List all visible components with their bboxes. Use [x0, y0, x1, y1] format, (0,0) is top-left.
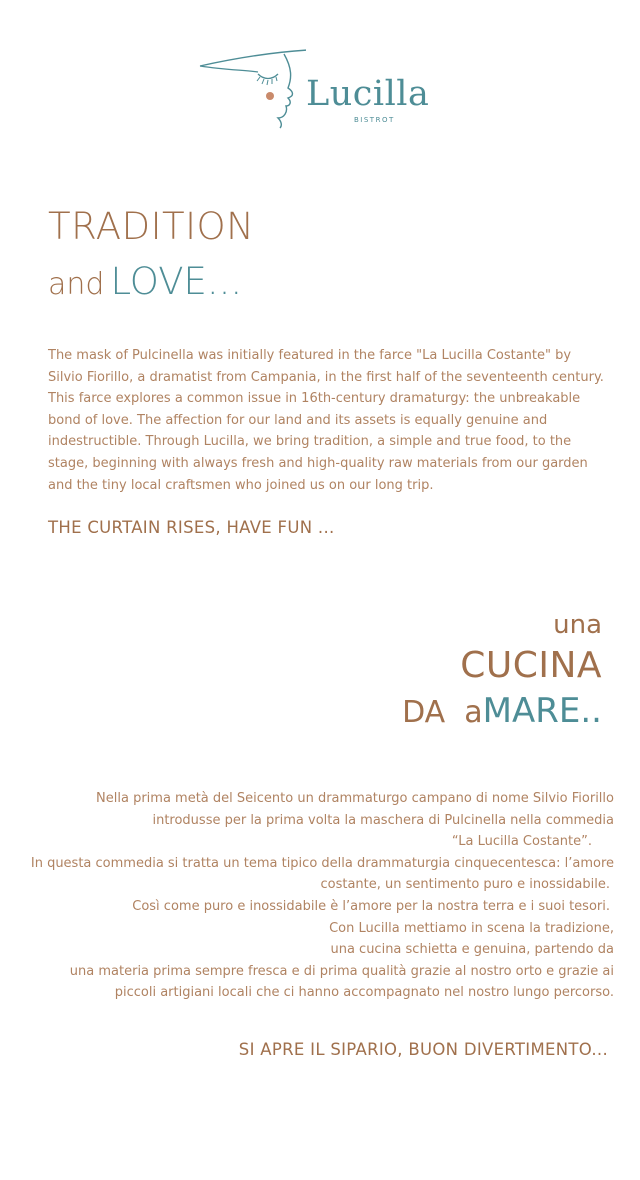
- brand-name: Lucilla: [306, 74, 430, 114]
- english-paragraph: The mask of Pulcinella was initially featured in the farce "La Lucilla Costante" by Silvio Fiorillo, a dramatist from Campania, in the first half of the seventeenth century. This farce explores a common issue in 16th-century dramaturgy: the unbreakable bond of love. The affection for our land and its assets is equally genuine and indestructible. Through Lucilla, we bring tradition, a simple and true food, to the stage, beginning with always fresh and high-quality raw materials from our garden and the tiny local craftsmen who joined us on our long trip.: [48, 348, 604, 493]
- heading-tradition: TRADITION: [48, 205, 255, 248]
- brand-subtitle: BISTROT: [354, 116, 395, 124]
- heading-love: LOVE...: [110, 260, 243, 303]
- english-heading: [48, 205, 255, 303]
- face-profile-icon: [196, 44, 306, 134]
- italian-line: una materia prima sempre fresca e di prima qualità grazie al nostro orto e grazie ai: [69, 963, 614, 979]
- heading-da: DA a: [402, 695, 483, 730]
- italian-line: Con Lucilla mettiamo in scena la tradizione,: [329, 920, 614, 936]
- english-tagline: THE CURTAIN RISES, HAVE FUN ...: [48, 518, 335, 537]
- heading-cucina: CUCINA: [460, 645, 602, 686]
- heading-una: una: [553, 610, 602, 640]
- italian-line: In questa commedia si tratta un tema tipico della drammaturgia cinquecentesca: l’amore: [30, 855, 614, 871]
- heading-and-love: [48, 260, 254, 303]
- brand-logo: [196, 44, 446, 134]
- italian-paragraph: [14, 788, 614, 1004]
- italian-heading: [402, 610, 602, 731]
- italian-line: Nella prima metà del Seicento un drammaturgo campano di nome Silvio Fiorillo: [96, 791, 614, 806]
- italian-tagline: SI APRE IL SIPARIO, BUON DIVERTIMENTO...: [238, 1040, 608, 1059]
- heading-da-amare: [402, 691, 602, 731]
- italian-line: costante, un sentimento puro e inossidabile.: [320, 877, 610, 893]
- italian-line: “La Lucilla Costante”.: [451, 834, 592, 850]
- heading-mare: MARE..: [482, 691, 602, 731]
- heading-and: and: [48, 267, 105, 302]
- italian-line: piccoli artigiani locali che ci hanno accompagnato nel nostro lungo percorso.: [114, 985, 614, 1001]
- italian-line: una cucina schietta e genuina, partendo da: [330, 942, 614, 958]
- italian-line: Così come puro e inossidabile è l’amore per la nostra terra e i suoi tesori.: [132, 898, 610, 914]
- italian-line: introdusse per la prima volta la maschera di Pulcinella nella commedia: [152, 812, 614, 828]
